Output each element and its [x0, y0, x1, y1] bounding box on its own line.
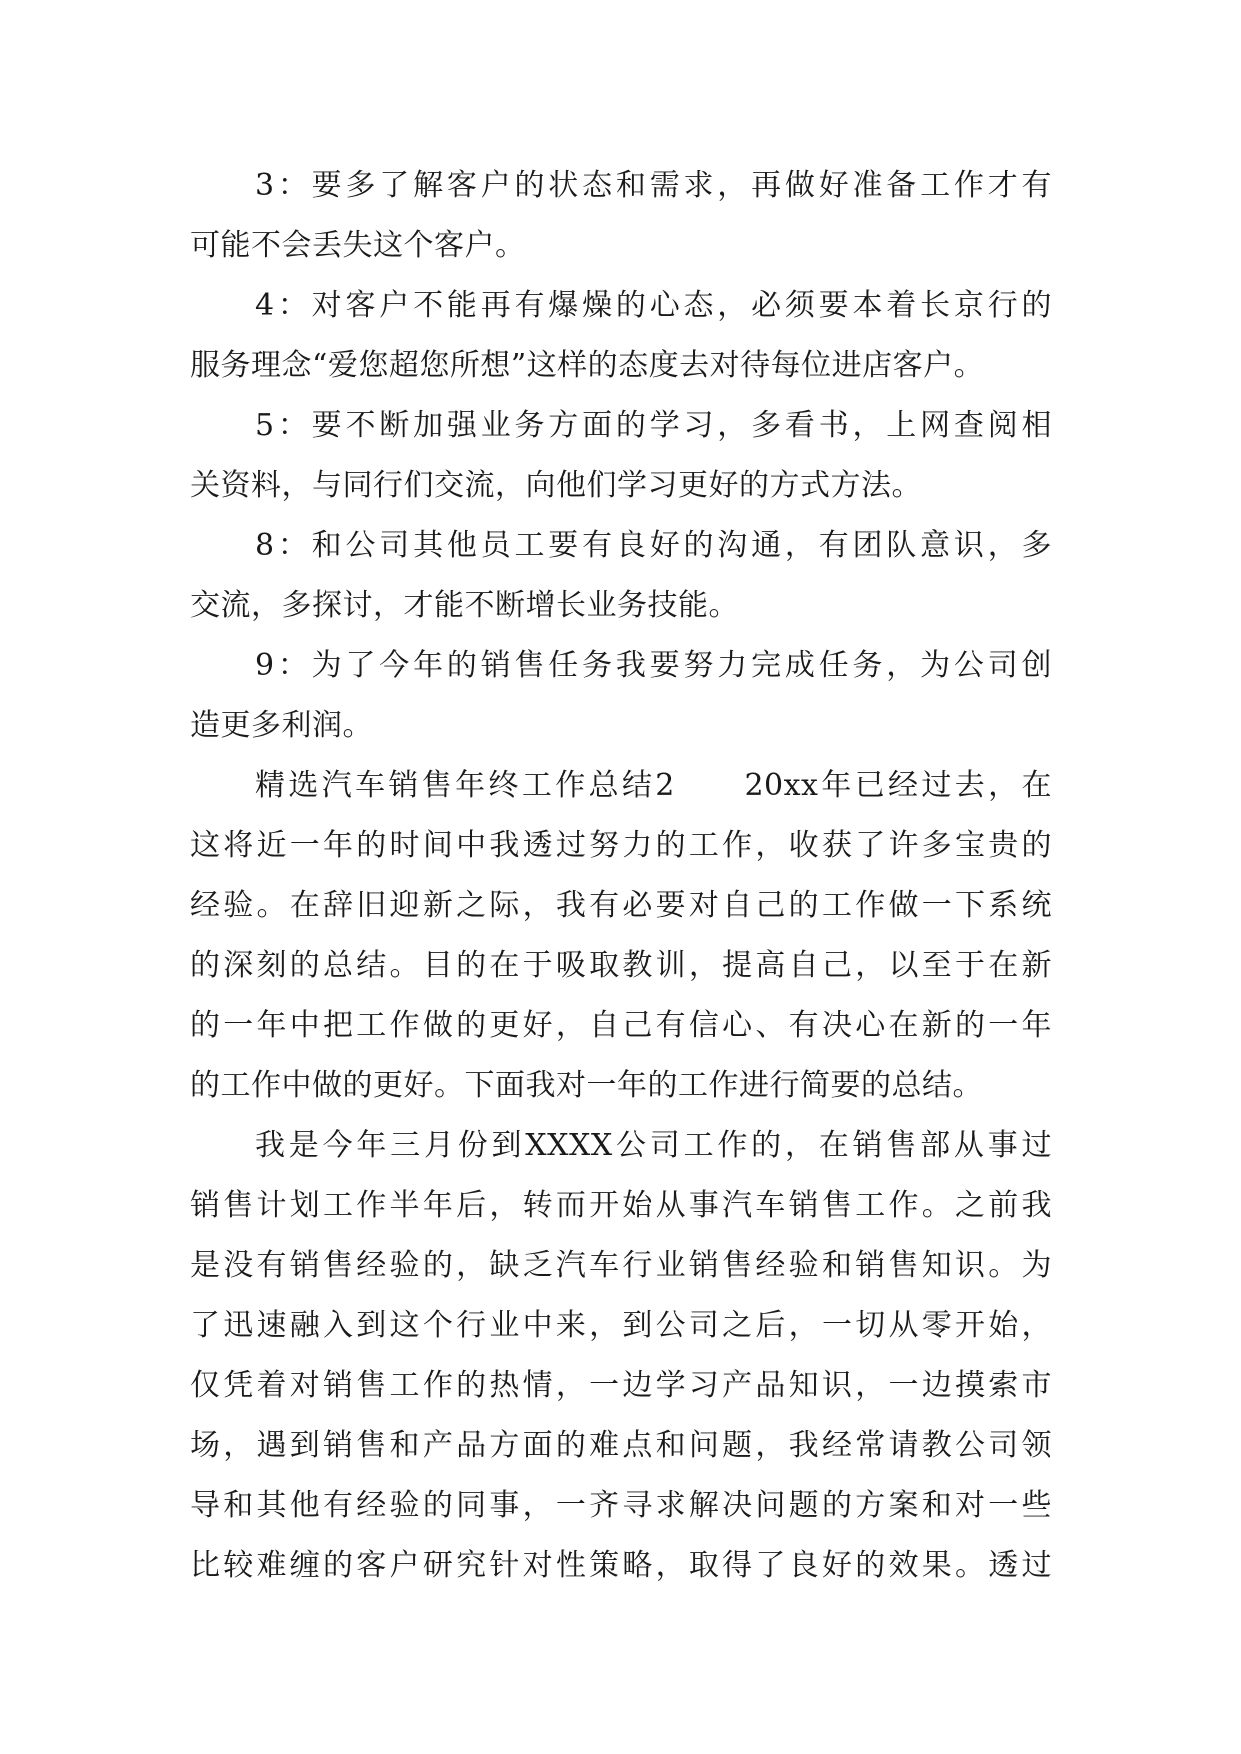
- text-line: 的工作中做的更好。下面我对一年的工作进行简要的总结。: [190, 1068, 983, 1103]
- text-line: 9：为了今年的销售任务我要努力完成任务，为公司创: [255, 648, 1052, 683]
- text-line: 我是今年三月份到XXXX公司工作的，在销售部从事过: [255, 1128, 1052, 1163]
- text-line: 服务理念“爱您超您所想”这样的态度去对待每位进店客户。: [190, 348, 985, 383]
- text-line: 关资料，与同行们交流，向他们学习更好的方式方法。: [190, 468, 922, 503]
- text-line: 的一年中把工作做的更好，自己有信心、有决心在新的一年: [190, 1008, 1052, 1043]
- text-line: 仅凭着对销售工作的热情，一边学习产品知识，一边摸索市: [190, 1368, 1052, 1403]
- text-line: 精选汽车销售年终工作总结2 20xx年已经过去，在: [255, 768, 1052, 803]
- text-line: 销售计划工作半年后，转而开始从事汽车销售工作。之前我: [190, 1188, 1052, 1223]
- text-line: 8：和公司其他员工要有良好的沟通，有团队意识，多: [255, 528, 1052, 563]
- text-line: 经验。在辞旧迎新之际，我有必要对自己的工作做一下系统: [190, 888, 1052, 923]
- text-line: 场，遇到销售和产品方面的难点和问题，我经常请教公司领: [190, 1428, 1052, 1463]
- text-line: 比较难缠的客户研究针对性策略，取得了良好的效果。透过: [190, 1548, 1052, 1583]
- text-line: 了迅速融入到这个行业中来，到公司之后，一切从零开始，: [190, 1308, 1052, 1343]
- text-line: 5：要不断加强业务方面的学习，多看书，上网查阅相: [255, 408, 1052, 443]
- text-line: 这将近一年的时间中我透过努力的工作，收获了许多宝贵的: [190, 828, 1052, 863]
- document-body: [190, 156, 1052, 1596]
- text-line: 3：要多了解客户的状态和需求，再做好准备工作才有: [255, 168, 1052, 203]
- text-line: 造更多利润。: [190, 708, 373, 743]
- text-line: 交流，多探讨，才能不断增长业务技能。: [190, 588, 739, 623]
- text-line: 导和其他有经验的同事，一齐寻求解决问题的方案和对一些: [190, 1488, 1052, 1523]
- text-line: 的深刻的总结。目的在于吸取教训，提高自己，以至于在新: [190, 948, 1052, 983]
- text-line: 可能不会丢失这个客户。: [190, 228, 526, 263]
- text-line: 是没有销售经验的，缺乏汽车行业销售经验和销售知识。为: [190, 1248, 1052, 1283]
- text-line: 4：对客户不能再有爆燥的心态，必须要本着长京行的: [255, 288, 1052, 323]
